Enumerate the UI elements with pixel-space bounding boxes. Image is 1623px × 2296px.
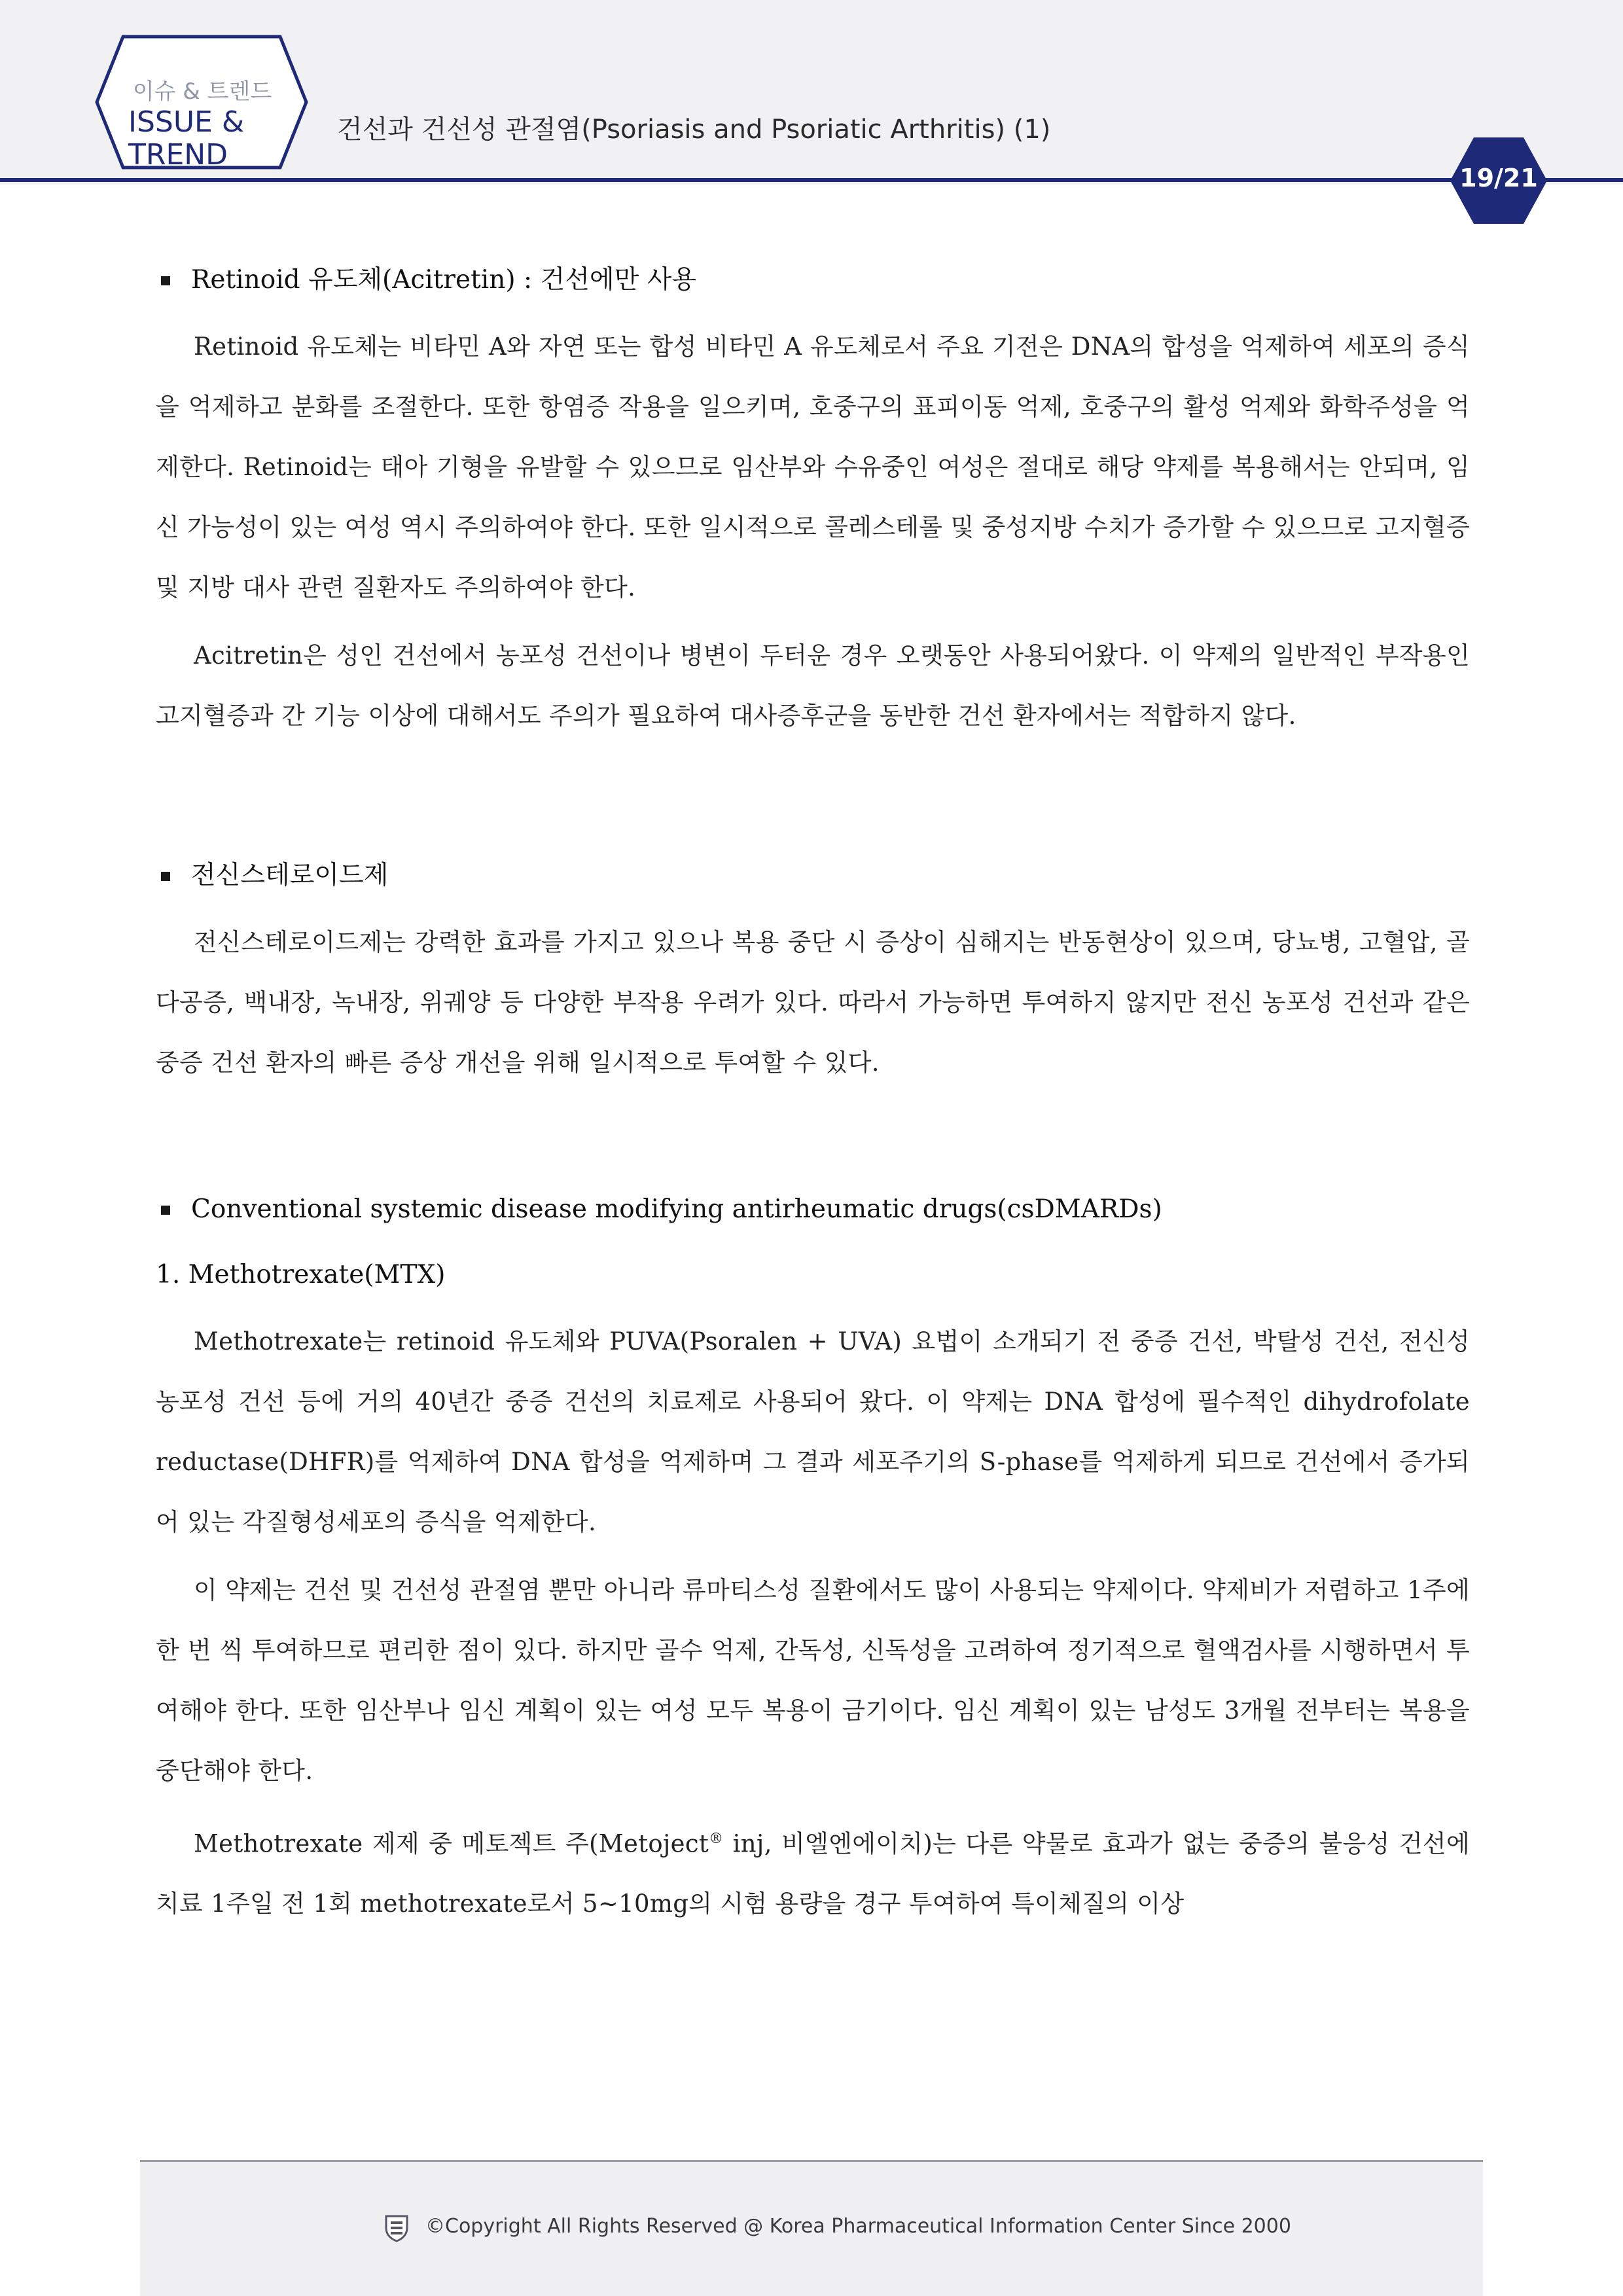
subheading-methotrexate: 1. Methotrexate(MTX) <box>156 1260 446 1289</box>
document-body <box>156 262 1470 1934</box>
kpic-emblem-icon <box>382 2214 411 2242</box>
paragraph-retinoid-2: Acitretin은 성인 건선에서 농포성 건선이나 병변이 두터운 경우 오랫동안 사용되어왔다. 이 약제의 일반적인 부작용인 고지혈증과 간 기능 이상에 대해서도 주의가 필요하여 대사증후군을 동반한 건선 환자에서는 적합하지 않다. <box>156 641 1470 730</box>
bullet-square-icon <box>161 1206 170 1215</box>
paragraph-retinoid-1: Retinoid 유도체는 비타민 A와 자연 또는 합성 비타민 A 유도체로서 주요 기전은 DNA의 합성을 억제하여 세포의 증식을 억제하고 분화를 조절한다. 또한 항염증 작용을 일으키며, 호중구의 표피이동 억제, 호중구의 활성 억제와 화학주성을 억제한다. Retinoid는 태아 기형을 유발할 수 있으므로 임산부와 수유중인 여성은 절대로 해당 약제를 복용해서는 안되며, 임신 가능성이 있는 여성 역시 주의하여야 한다. 또한 일시적으로 콜레스테롤 및 중성지방 수치가 증가할 수 있으므로 고지혈증 및 지방 대사 관련 질환자도 주의하여야 한다. <box>156 332 1470 601</box>
logo-category-label: 이슈 & 트렌드 <box>132 79 272 105</box>
logo-line-1: ISSUE & <box>128 105 245 139</box>
registered-mark: ® <box>709 1831 724 1847</box>
paragraph-mtx-3: Methotrexate 제제 중 메토젝트 주(Metoject® inj, 비엘엔에이치)는 다른 약물로 효과가 없는 중증의 불응성 건선에 치료 1주일 전 1회 methotrexate로서 5∼10mg의 시험 용량을 경구 투여하여 특이체질의 이상 <box>156 1829 1470 1918</box>
bullet-square-icon <box>161 872 170 881</box>
logo-wordmark <box>128 106 285 171</box>
logo-line-2: TREND <box>128 138 228 171</box>
paragraph-steroid-1: 전신스테로이드제는 강력한 효과를 가지고 있으나 복용 중단 시 증상이 심해지는 반동현상이 있으며, 당뇨병, 고혈압, 골다공증, 백내장, 녹내장, 위궤양 등 다양한 부작용 우려가 있다. 따라서 가능하면 투여하지 않지만 전신 농포성 건선과 같은 중증 건선 환자의 빠른 증상 개선을 위해 일시적으로 투여할 수 있다. <box>156 928 1470 1077</box>
section-heading-retinoid: Retinoid 유도체(Acitretin) : 건선에만 사용 <box>156 262 1470 298</box>
copyright-notice: ©Copyright All Rights Reserved @ Korea Pharmaceutical Information Center Since 2000 <box>425 2215 1291 2238</box>
paragraph-mtx-1: Methotrexate는 retinoid 유도체와 PUVA(Psoralen + UVA) 요법이 소개되기 전 중증 건선, 박탈성 건선, 전신성 농포성 건선 등에 거의 40년간 중증 건선의 치료제로 사용되어 왔다. 이 약제는 DNA 합성에 필수적인 dihydrofolate reductase(DHFR)를 억제하여 DNA 합성을 억제하며 그 결과 세포주기의 S-phase를 억제하게 되므로 건선에서 증가되어 있는 각질형성세포의 증식을 억제한다. <box>156 1327 1470 1536</box>
section-heading-csdmards: Conventional systemic disease modifying antirheumatic drugs(csDMARDs) <box>156 1191 1470 1228</box>
page-number: 19/21 <box>1459 164 1538 192</box>
paragraph-mtx-2: 이 약제는 건선 및 건선성 관절염 뿐만 아니라 류마티스성 질환에서도 많이 사용되는 약제이다. 약제비가 저렴하고 1주에 한 번 씩 투여하므로 편리한 점이 있다. 하지만 골수 억제, 간독성, 신독성을 고려하여 정기적으로 혈액검사를 시행하면서 투여해야 한다. 또한 임산부나 임신 계획이 있는 여성 모두 복용이 금기이다. 임신 계획이 있는 남성도 3개월 전부터는 복용을 중단해야 한다. <box>156 1576 1470 1785</box>
document-title: 건선과 건선성 관절염(Psoriasis and Psoriatic Arthritis) (1) <box>337 115 1051 145</box>
bullet-square-icon <box>161 276 170 285</box>
footer-divider <box>140 2160 1483 2162</box>
section-heading-steroid: 전신스테로이드제 <box>156 857 1470 894</box>
